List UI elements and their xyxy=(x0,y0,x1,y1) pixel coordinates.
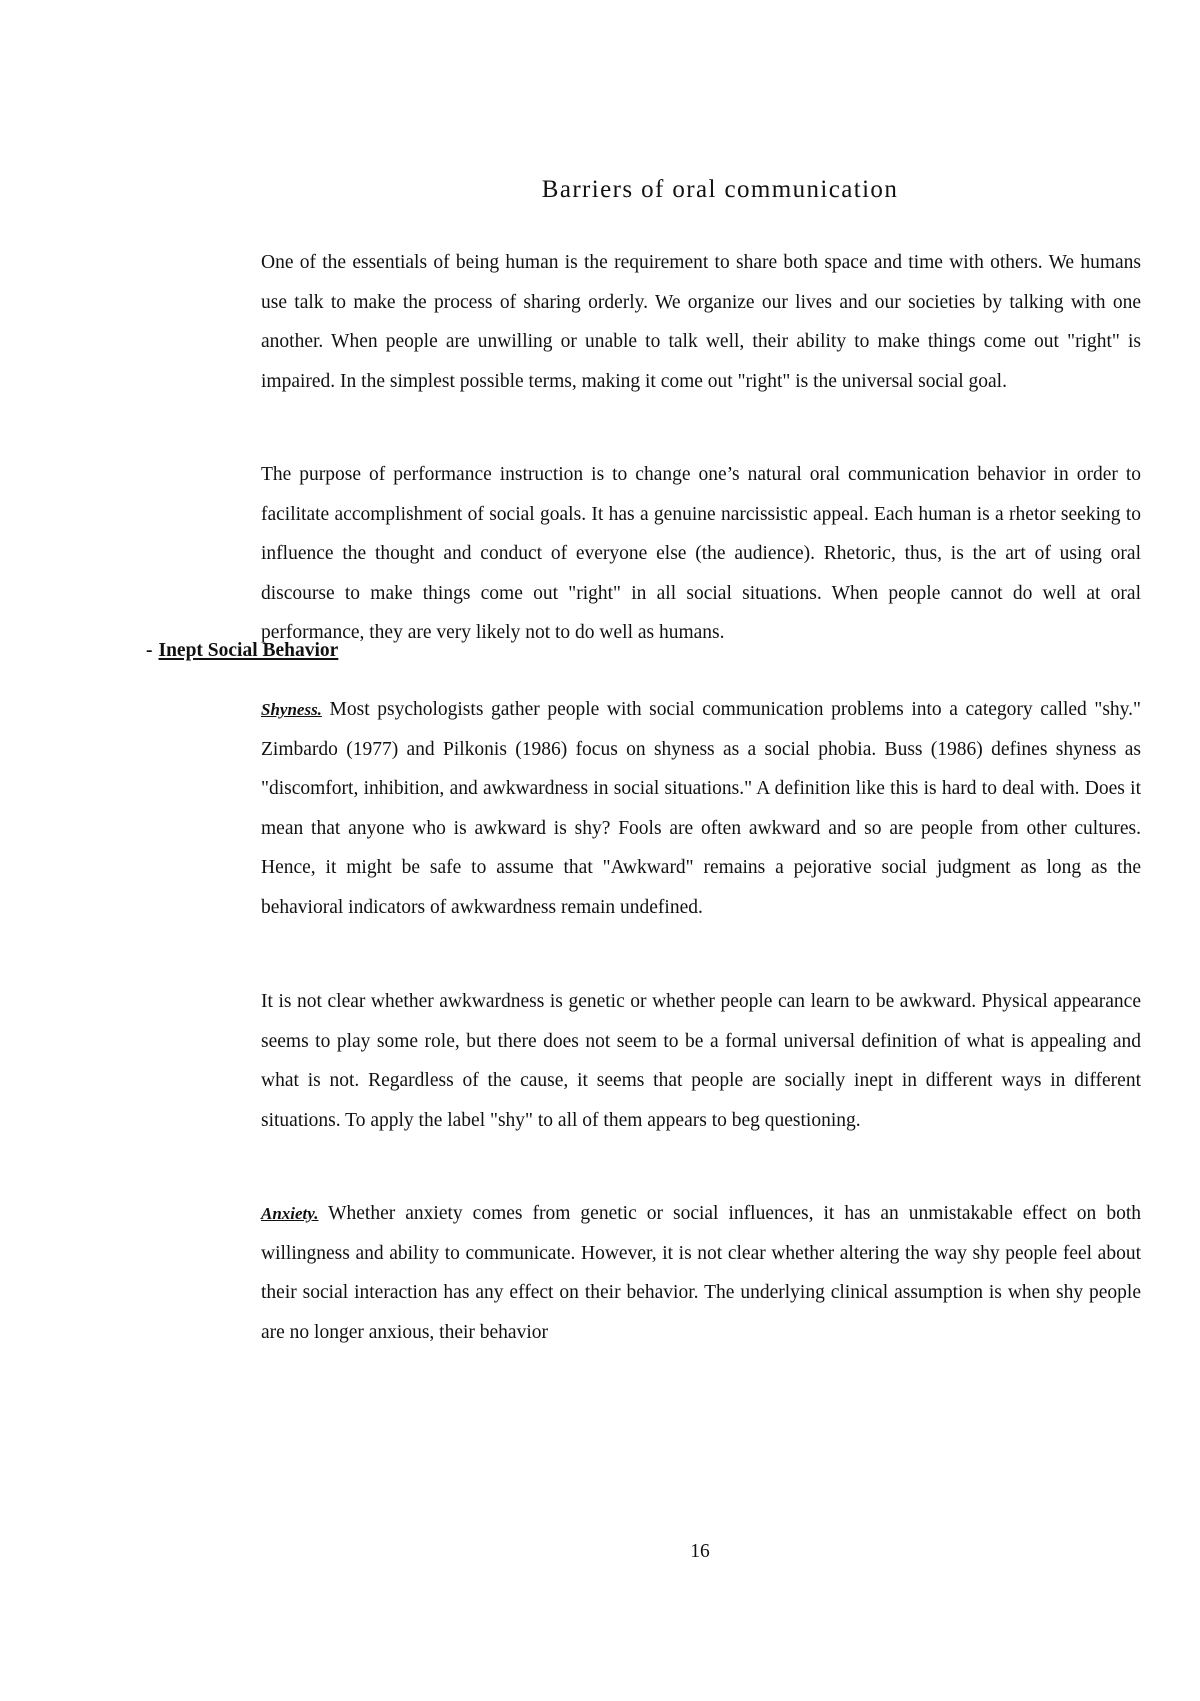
anxiety-text: Whether anxiety comes from genetic or social influences, it has an unmistakable effect on both willingness and ability to communicate. However, it is not clear whether altering the way shy people feel about their social interaction has any effect on their behavior. The underlying clinical assumption is when shy people are no longer anxious, their behavior xyxy=(261,1203,1141,1343)
intro-paragraph-2: The purpose of performance instruction is to change one’s natural oral communication behavior in order to facilitate accomplishment of social goals. It has a genuine narcissistic appeal. Each human is a rhetor seeking to influence the thought and conduct of everyone else (the audience). Rhetoric, thus, is the art of using oral discourse to make things come out "right" in all social situations. When people cannot do well at oral performance, they are very likely not to do well as humans. xyxy=(261,464,1141,643)
section-heading-label: Inept Social Behavior xyxy=(158,640,339,661)
section-heading-dash: - xyxy=(146,640,153,661)
anxiety-paragraph xyxy=(261,1194,1141,1352)
intro-paragraph-1: One of the essentials of being human is the requirement to share both space and time with others. We humans use talk to make the process of sharing orderly. We organize our lives and our societies by talking with one another. When people are unwilling or unable to talk well, their ability to make things come out "right" is impaired. In the simplest possible terms, making it come out "right" is the universal social goal. xyxy=(261,252,1141,392)
awkwardness-paragraph: It is not clear whether awkwardness is genetic or whether people can learn to be awkward. Physical appearance seems to play some role, but there does not seem to be a formal universal definition of what is appealing and what is not. Regardless of the cause, it seems that people are socially inept in different ways in different situations. To apply the label "shy" to all of them appears to beg questioning. xyxy=(261,991,1141,1131)
anxiety-run-in-heading: Anxiety. xyxy=(261,1204,319,1223)
section-heading xyxy=(146,638,338,664)
shyness-text: Most psychologists gather people with social communication problems into a category called "shy." Zimbardo (1977) and Pilkonis (1986) focus on shyness as a social phobia. Buss (1986) defines shyness as "discomfort, inhibition, and awkwardness in social situations." A definition like this is hard to deal with. Does it mean that anyone who is awkward is shy? Fools are often awkward and so are people from other cultures. Hence, it might be safe to assume that "Awkward" remains a pejorative social judgment as long as the behavioral indicators of awkwardness remain undefined. xyxy=(261,699,1141,918)
shyness-paragraph xyxy=(261,690,1141,927)
page-title: Barriers of oral communication xyxy=(541,176,899,203)
shyness-run-in-heading: Shyness. xyxy=(261,700,322,719)
page-number: 16 xyxy=(690,1541,710,1562)
